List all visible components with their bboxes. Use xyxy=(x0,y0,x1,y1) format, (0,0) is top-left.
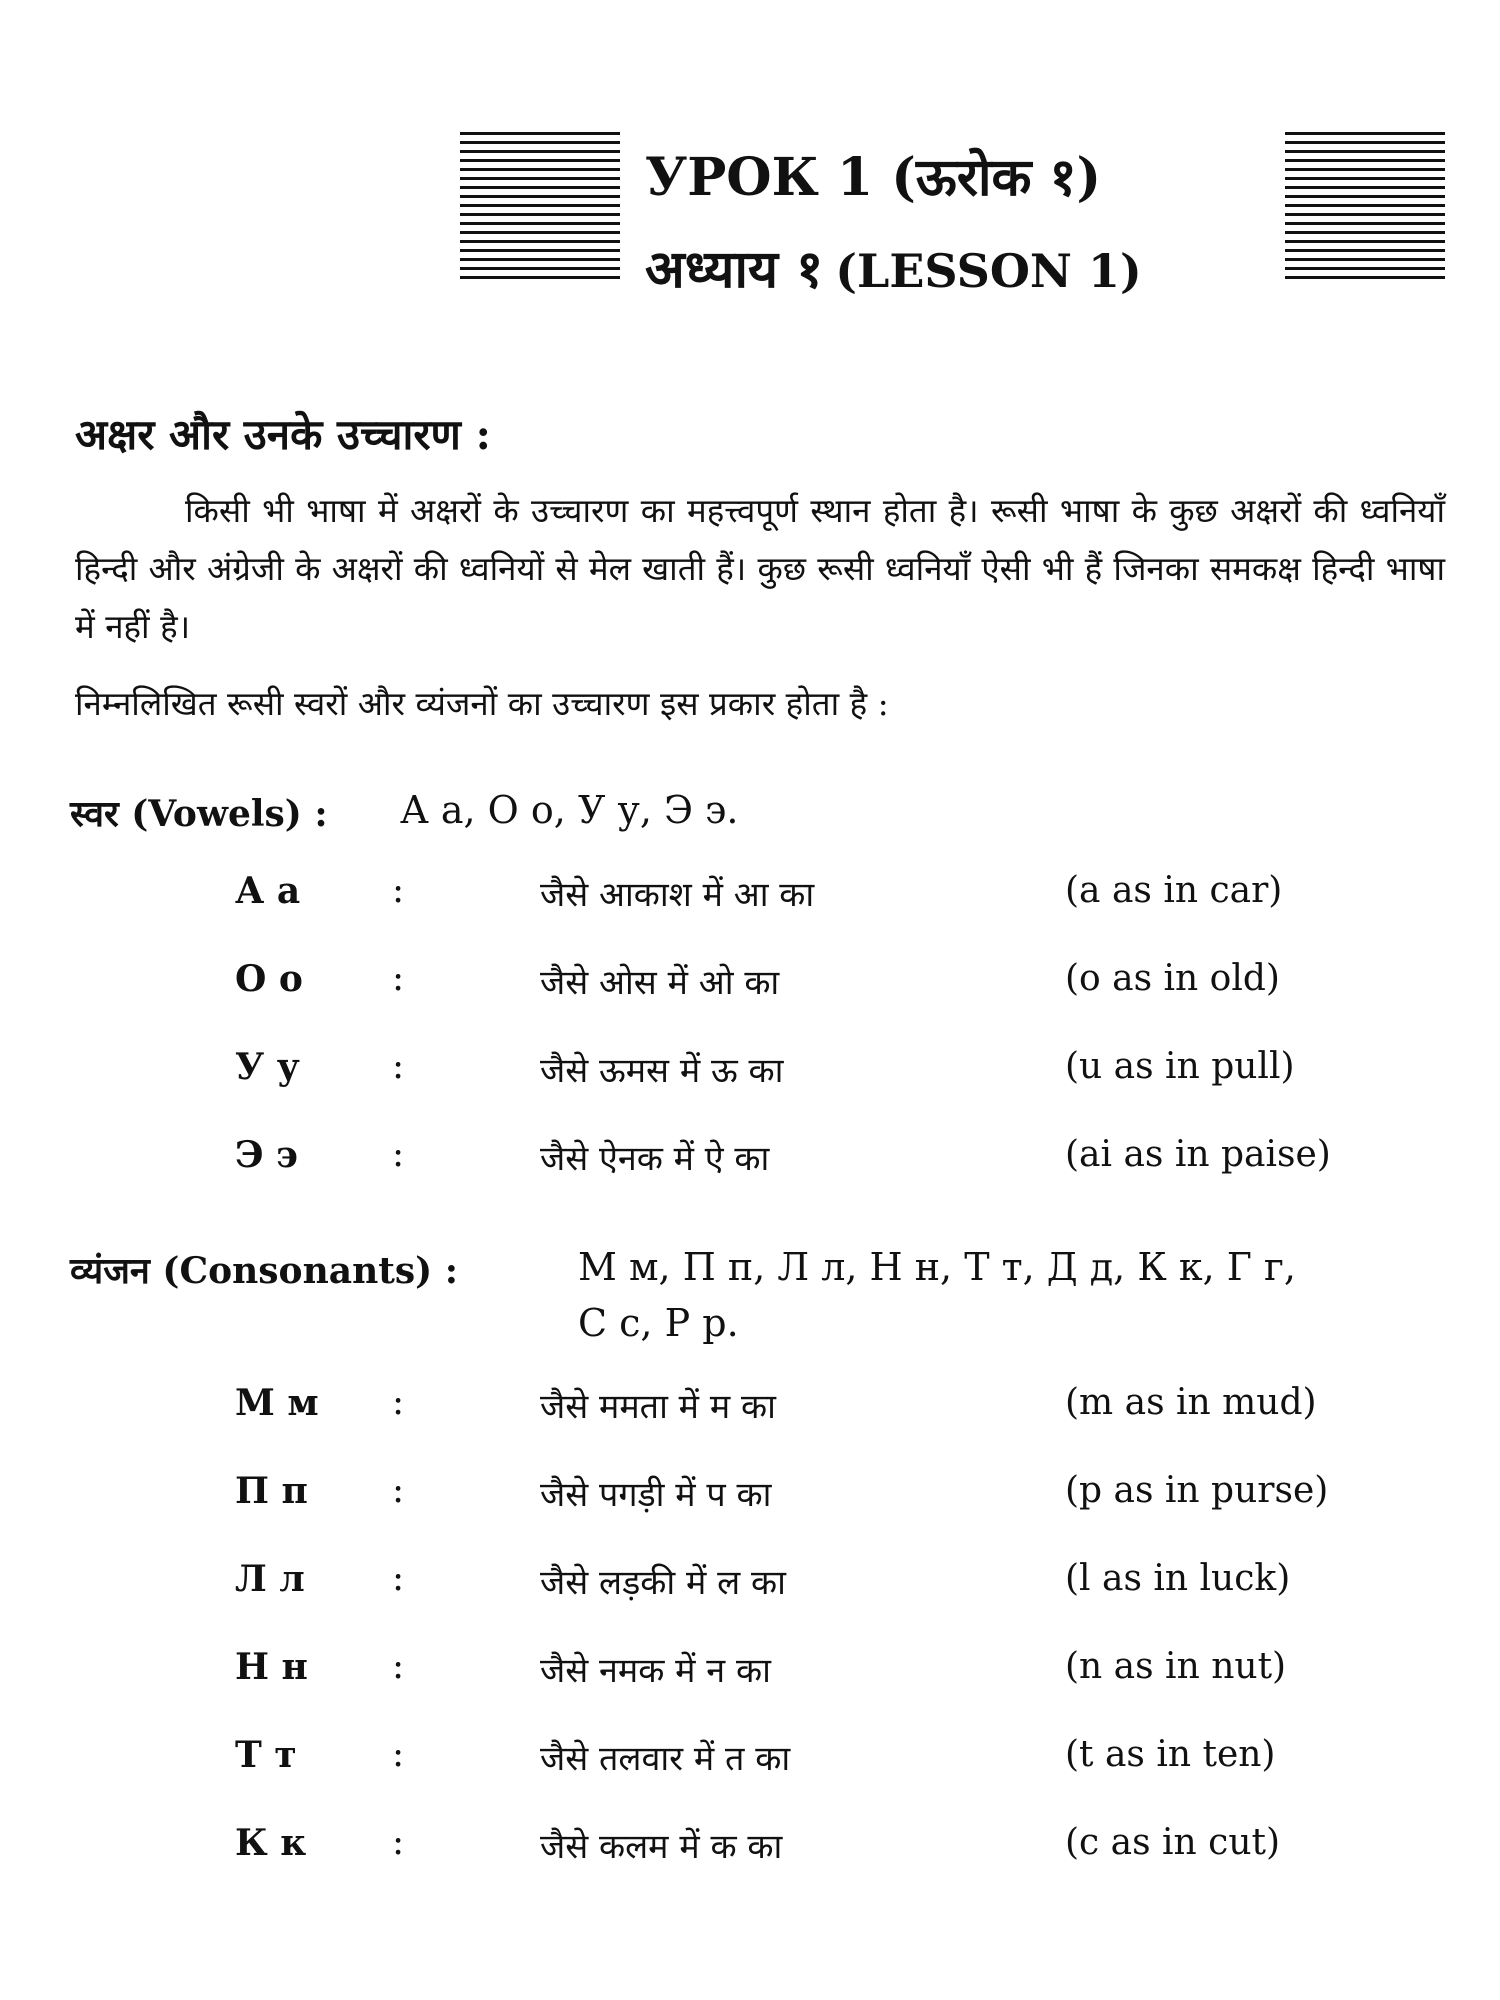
row-english-example: (t as in ten) xyxy=(1065,1734,1276,1775)
consonant-row xyxy=(0,1470,1500,1530)
row-letter: Н н xyxy=(235,1646,308,1688)
row-letter: К к xyxy=(235,1822,307,1864)
row-english-example: (m as in mud) xyxy=(1065,1382,1317,1423)
row-hindi-example: जैसे ममता में म का xyxy=(540,1387,776,1427)
row-letter: М м xyxy=(235,1382,319,1424)
consonants-letters-line2: С с, Р р. xyxy=(578,1301,739,1345)
consonant-row xyxy=(0,1558,1500,1618)
row-english-example: (l as in luck) xyxy=(1065,1558,1291,1599)
intro-paragraph: किसी भी भाषा में अक्षरों के उच्चारण का महत्त्वपूर्ण स्थान होता है। रूसी भाषा के कुछ अक्षरों की ध्वनियाँ हिन्दी और अंग्रेजी के अक्षरों की ध्वनियों से मेल खाती हैं। कुछ रूसी ध्वनियाँ ऐसी भी हैं जिनका समकक्ष हिन्दी भाषा में नहीं है। xyxy=(75,491,1445,646)
row-letter: П п xyxy=(235,1470,308,1512)
row-hindi-example: जैसे ऐनक में ऐ का xyxy=(540,1139,770,1179)
vowels-label: स्वर (Vowels) : xyxy=(70,793,328,835)
lesson-title-line1: УРОК 1 (ऊरोक १) xyxy=(645,147,1102,208)
consonants-label: व्यंजन (Consonants) : xyxy=(70,1250,458,1292)
row-colon: : xyxy=(392,1046,405,1087)
lesson-title-hindi: अध्याय १ xyxy=(645,239,824,300)
row-colon: : xyxy=(392,1382,405,1423)
row-colon: : xyxy=(392,1134,405,1175)
vowels-letters: А а, О о, У у, Э э. xyxy=(400,788,739,832)
row-hindi-example: जैसे नमक में न का xyxy=(540,1651,771,1691)
consonant-row xyxy=(0,1822,1500,1882)
row-colon: : xyxy=(392,1734,405,1775)
section-heading: अक्षर और उनके उच्चारण : xyxy=(75,410,492,459)
vowel-row xyxy=(0,870,1500,930)
row-english-example: (c as in cut) xyxy=(1065,1822,1281,1863)
consonants-letters-line1: М м, П п, Л л, Н н, Т т, Д д, К к, Г г, xyxy=(578,1245,1296,1289)
vowel-row xyxy=(0,1134,1500,1194)
row-english-example: (p as in purse) xyxy=(1065,1470,1329,1511)
row-hindi-example: जैसे आकाश में आ का xyxy=(540,875,815,915)
row-letter: Т т xyxy=(235,1734,297,1776)
header-rule-left xyxy=(460,132,620,282)
header-rule-right xyxy=(1285,132,1445,282)
row-hindi-example: जैसे ऊमस में ऊ का xyxy=(540,1051,784,1091)
row-english-example: (ai as in paise) xyxy=(1065,1134,1331,1175)
row-hindi-example: जैसे तलवार में त का xyxy=(540,1739,791,1779)
row-hindi-example: जैसे कलम में क का xyxy=(540,1827,783,1867)
row-english-example: (n as in nut) xyxy=(1065,1646,1287,1687)
row-english-example: (a as in car) xyxy=(1065,870,1283,911)
row-letter: У у xyxy=(235,1046,300,1088)
row-letter: Л л xyxy=(235,1558,305,1600)
row-letter: О о xyxy=(235,958,303,1000)
row-colon: : xyxy=(392,1822,405,1863)
row-colon: : xyxy=(392,1558,405,1599)
row-hindi-example: जैसे पगड़ी में प का xyxy=(540,1475,772,1515)
row-english-example: (o as in old) xyxy=(1065,958,1280,999)
lesson-title-line2 xyxy=(645,232,1142,303)
vowel-row xyxy=(0,958,1500,1018)
row-letter: Э э xyxy=(235,1134,299,1176)
pronunciation-intro: निम्नलिखित रूसी स्वरों और व्यंजनों का उच्चारण इस प्रकार होता है : xyxy=(75,684,889,723)
row-colon: : xyxy=(392,1646,405,1687)
row-colon: : xyxy=(392,1470,405,1511)
row-hindi-example: जैसे ओस में ओ का xyxy=(540,963,780,1003)
lesson-title-english: (LESSON 1) xyxy=(835,244,1142,298)
row-colon: : xyxy=(392,958,405,999)
consonant-row xyxy=(0,1382,1500,1442)
vowel-row xyxy=(0,1046,1500,1106)
row-english-example: (u as in pull) xyxy=(1065,1046,1295,1087)
consonant-row xyxy=(0,1646,1500,1706)
row-letter: А а xyxy=(235,870,301,912)
row-colon: : xyxy=(392,870,405,911)
row-hindi-example: जैसे लड़की में ल का xyxy=(540,1563,786,1603)
consonant-row xyxy=(0,1734,1500,1794)
